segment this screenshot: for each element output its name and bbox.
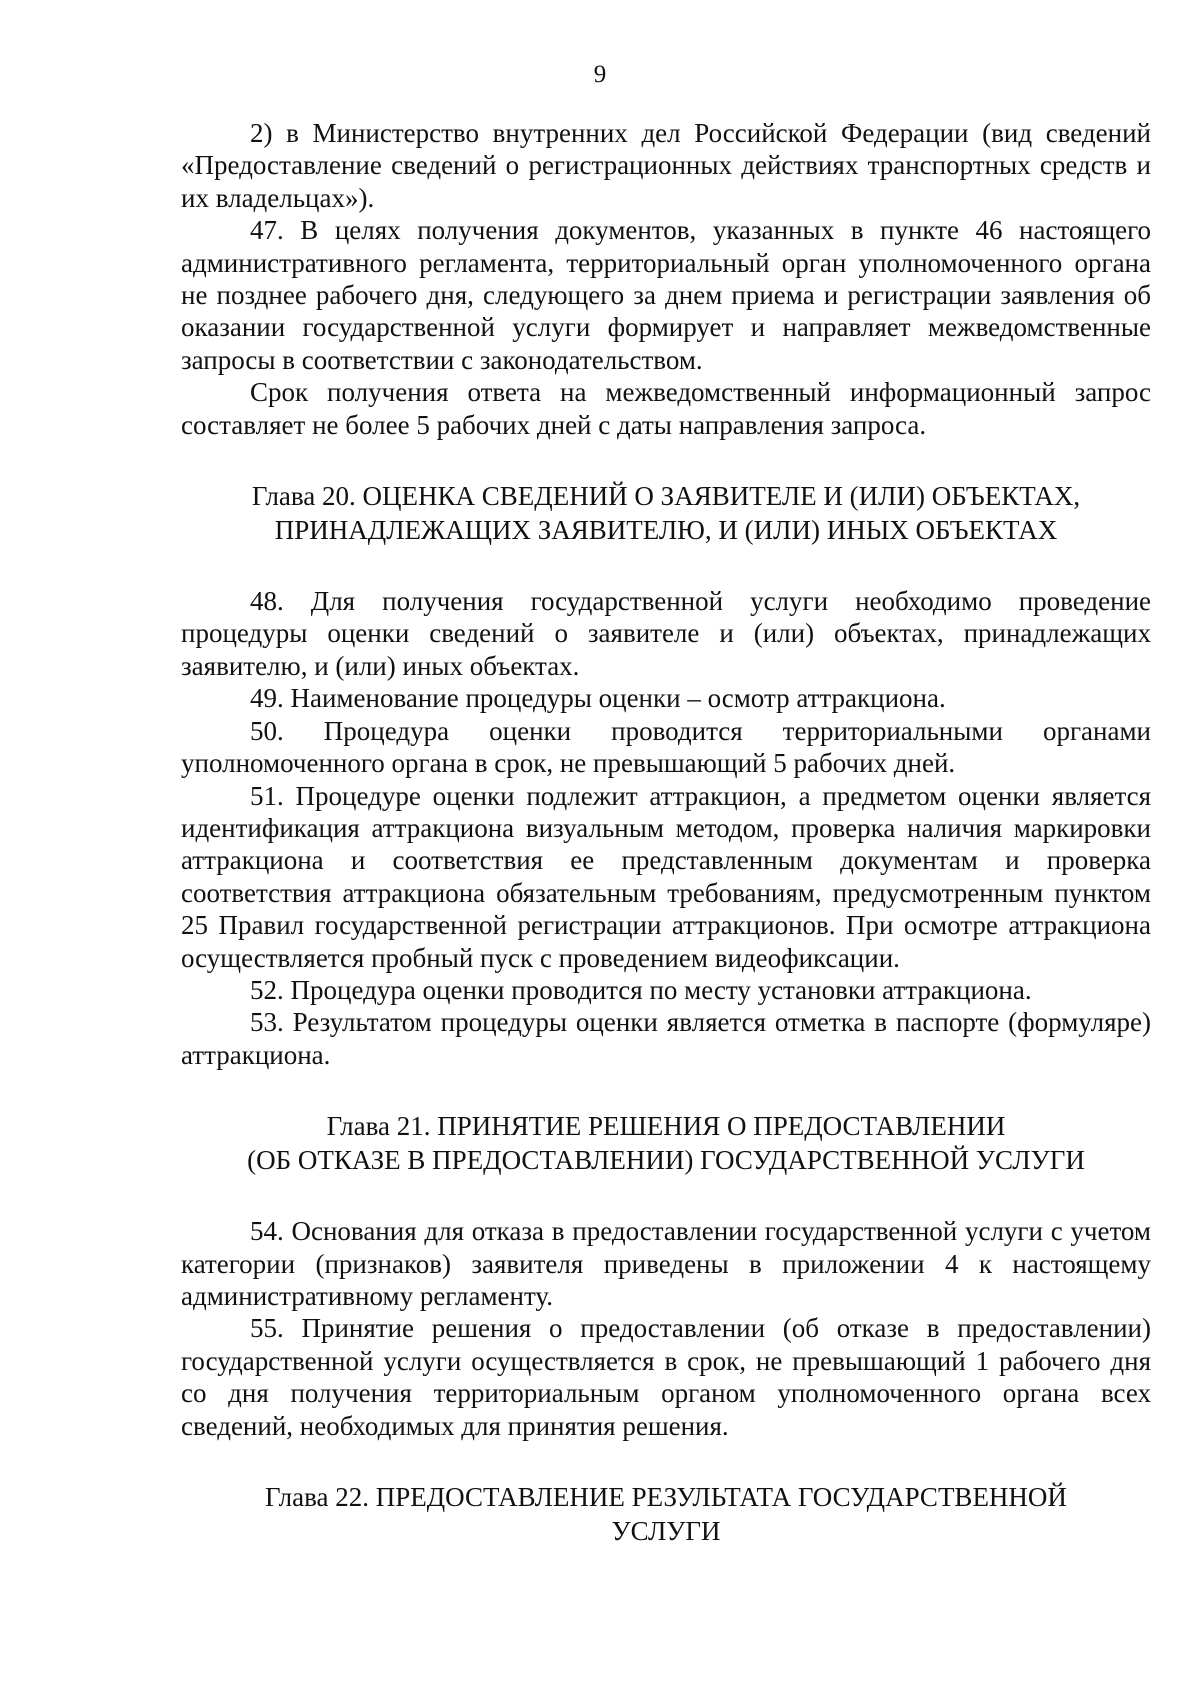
paragraph-50: 50. Процедура оценки проводится территориальными органами уполномоченного органа в срок, не превышающий 5 рабочих дней. xyxy=(181,715,1151,779)
chapter-21-heading-line-1: Глава 21. ПРИНЯТИЕ РЕШЕНИЯ О ПРЕДОСТАВЛЕНИИ xyxy=(326,1111,1006,1142)
page-number: 9 xyxy=(593,61,607,88)
paragraph-48: 48. Для получения государственной услуги необходимо проведение процедуры оценки сведений о заявителе и (или) объектах, принадлежащих заявителю, и (или) иных объектах. xyxy=(181,586,1151,681)
chapter-22-heading-line-2: УСЛУГИ xyxy=(611,1516,721,1546)
paragraph-46-item-2: 2) в Министерство внутренних дел Российской Федерации (вид сведений «Предоставление сведений о регистрационных действиях транспортных средств и их владельцах»). xyxy=(181,118,1151,213)
chapter-21-heading xyxy=(181,1109,1151,1177)
paragraph-55: 55. Принятие решения о предоставлении (об отказе в предоставлении) государственной услуги осуществляется в срок, не превышающий 1 рабочего дня со дня получения территориальным органом уполномоченного органа всех сведений, необходимых для принятия решения. xyxy=(181,1313,1151,1441)
paragraph-49: 49. Наименование процедуры оценки – осмотр аттракциона. xyxy=(250,683,946,714)
chapter-22-heading-line-1: Глава 22. ПРЕДОСТАВЛЕНИЕ РЕЗУЛЬТАТА ГОСУДАРСТВЕННОЙ xyxy=(265,1482,1067,1512)
chapter-20-heading-line-1: Глава 20. ОЦЕНКА СВЕДЕНИЙ О ЗАЯВИТЕЛЕ И (ИЛИ) ОБЪЕКТАХ, xyxy=(251,481,1081,512)
chapter-20-heading xyxy=(181,479,1151,547)
chapter-22-heading xyxy=(181,1480,1151,1548)
paragraph-47: 47. В целях получения документов, указанных в пункте 46 настоящего административного регламента, территориальный орган уполномоченного органа не позднее рабочего дня, следующего за днем приема и регистрации заявления об оказании государственной услуги формирует и направляет межведомственные запросы в соответствии с законодательством. xyxy=(181,215,1151,375)
chapter-20-heading-line-2: ПРИНАДЛЕЖАЩИХ ЗАЯВИТЕЛЮ, И (ИЛИ) ИНЫХ ОБЪЕКТАХ xyxy=(274,515,1058,546)
paragraph-54: 54. Основания для отказа в предоставлении государственной услуги с учетом категории (признаков) заявителя приведены в приложении 4 к настоящему административному регламенту. xyxy=(181,1216,1151,1311)
paragraph-52: 52. Процедура оценки проводится по месту установки аттракциона. xyxy=(250,974,1032,1005)
paragraph-response-term: Срок получения ответа на межведомственный информационный запрос составляет не более 5 рабочих дней с даты направления запроса. xyxy=(181,377,1151,440)
chapter-21-heading-line-2: (ОБ ОТКАЗЕ В ПРЕДОСТАВЛЕНИИ) ГОСУДАРСТВЕННОЙ УСЛУГИ xyxy=(247,1145,1085,1176)
paragraph-51: 51. Процедуре оценки подлежит аттракцион, а предметом оценки является идентификация аттракциона визуальным методом, проверка наличия маркировки аттракциона и соответствия ее представленным документам и проверка соответствия аттракциона обязательным требованиям, предусмотренным пунктом 25 Правил государственной регистрации аттракционов. При осмотре аттракциона осуществляется пробный пуск с проведением видеофиксации. xyxy=(181,780,1151,973)
paragraph-53: 53. Результатом процедуры оценки является отметка в паспорте (формуляре) аттракциона. xyxy=(181,1007,1151,1070)
document-body xyxy=(181,117,1151,1548)
